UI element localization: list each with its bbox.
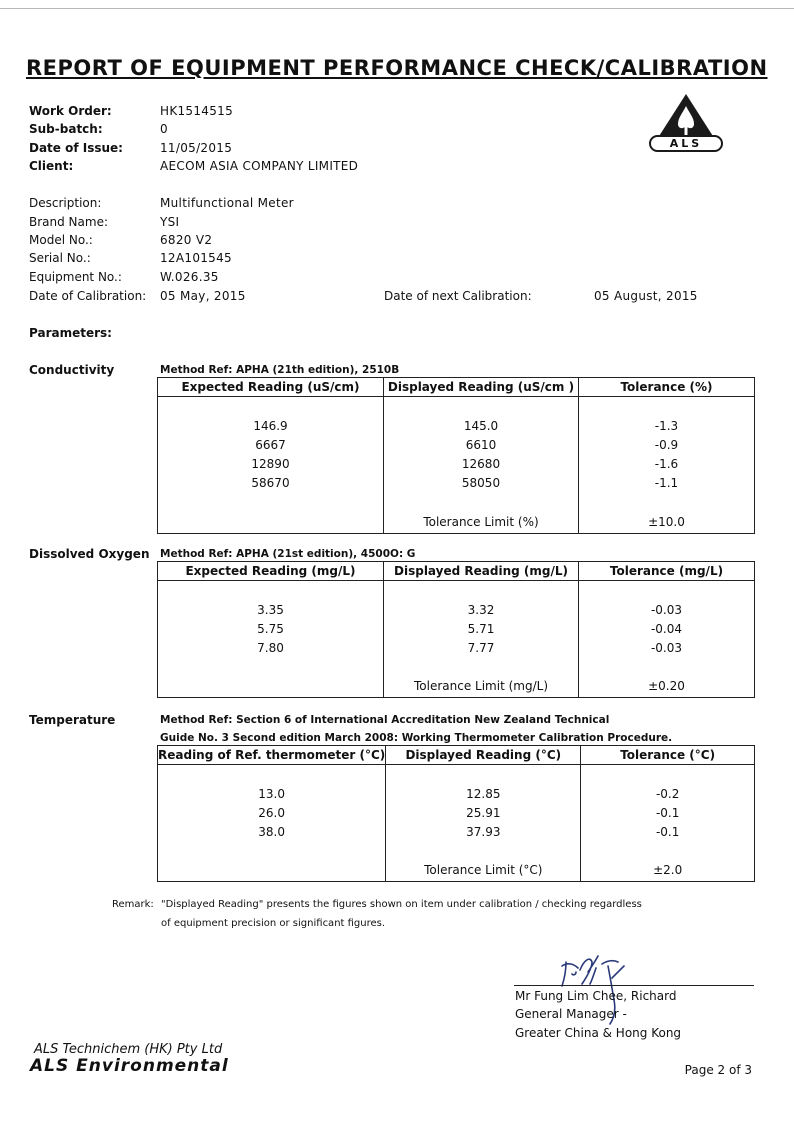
- empty-cell: [158, 863, 386, 882]
- displayed-value: 3.32: [467, 603, 495, 617]
- work-order-value: HK1514515: [160, 104, 234, 118]
- brand-name-label: Brand Name:: [29, 215, 109, 229]
- client-value: AECOM ASIA COMPANY LIMITED: [160, 159, 359, 173]
- footer-brand: ALS Environmental: [30, 1056, 229, 1076]
- tolerance-value: -1.6: [654, 457, 679, 471]
- equipment-no-value: W.026.35: [160, 270, 219, 284]
- displayed-value: 5.71: [467, 622, 495, 636]
- tolerance-value: -0.9: [654, 438, 679, 452]
- tolerance-value: -0.1: [655, 825, 680, 839]
- tolerance-values-cell: [579, 397, 755, 516]
- displayed-value: 37.93: [466, 825, 501, 839]
- tolerance-value: -0.03: [650, 641, 683, 655]
- reference-value: 26.0: [258, 806, 285, 820]
- tolerance-limit-value: ±2.0: [581, 863, 755, 882]
- dissolved-oxygen-method: Method Ref: APHA (21st edition), 4500O: G: [160, 548, 416, 560]
- displayed-value: 12.85: [466, 787, 501, 801]
- reference-values-cell: [158, 765, 386, 864]
- date-of-calibration-label: Date of Calibration:: [29, 289, 147, 303]
- model-no-value: 6820 V2: [160, 233, 213, 247]
- tolerance-values-cell: [581, 765, 755, 864]
- dissolved-oxygen-table: [157, 561, 755, 698]
- equipment-no-label: Equipment No.:: [29, 270, 122, 284]
- tolerance-value: -1.1: [654, 476, 679, 490]
- empty-cell: [158, 515, 384, 534]
- col-header-expected: Expected Reading (mg/L): [158, 562, 384, 581]
- temperature-method-line2: Guide No. 3 Second edition March 2008: Working Thermometer Calibration Procedure.: [160, 732, 673, 744]
- conductivity-heading: Conductivity: [29, 363, 115, 377]
- tolerance-value: -0.1: [655, 806, 680, 820]
- conductivity-table: [157, 377, 755, 534]
- next-calibration-value: 05 August, 2015: [594, 289, 698, 303]
- displayed-value: 6610: [465, 438, 497, 452]
- tolerance-limit-label: Tolerance Limit (°C): [386, 863, 581, 882]
- tolerance-values-cell: [579, 581, 755, 680]
- remark-line2: of equipment precision or significant figures.: [161, 918, 386, 929]
- sub-batch-label: Sub-batch:: [29, 122, 103, 136]
- work-order-label: Work Order:: [29, 104, 112, 118]
- dissolved-oxygen-heading: Dissolved Oxygen: [29, 547, 150, 561]
- expected-value: 3.35: [257, 603, 284, 617]
- temperature-method-line1: Method Ref: Section 6 of International Accreditation New Zealand Technical: [160, 714, 610, 726]
- report-title: REPORT OF EQUIPMENT PERFORMANCE CHECK/CALIBRATION: [26, 56, 768, 80]
- logo-text: ALS: [669, 137, 703, 150]
- brand-name-value: YSI: [160, 215, 180, 229]
- date-of-calibration-value: 05 May, 2015: [160, 289, 246, 303]
- tolerance-limit-value: ±10.0: [579, 515, 755, 534]
- empty-cell: [158, 679, 384, 698]
- signatory-name: Mr Fung Lim Chee, Richard: [515, 989, 677, 1003]
- description-value: Multifunctional Meter: [160, 196, 294, 210]
- serial-no-label: Serial No.:: [29, 251, 91, 265]
- temperature-table: [157, 745, 755, 882]
- tolerance-limit-label: Tolerance Limit (%): [384, 515, 579, 534]
- top-rule: [0, 8, 794, 9]
- displayed-value: 12680: [461, 457, 501, 471]
- tolerance-value: -0.04: [650, 622, 683, 636]
- reference-value: 13.0: [258, 787, 285, 801]
- expected-value: 5.75: [257, 622, 284, 636]
- displayed-values-cell: [384, 397, 579, 516]
- col-header-reference: Reading of Ref. thermometer (°C): [158, 746, 386, 765]
- conductivity-method: Method Ref: APHA (21th edition), 2510B: [160, 364, 400, 376]
- tolerance-limit-label: Tolerance Limit (mg/L): [384, 679, 579, 698]
- remark-line1: "Displayed Reading" presents the figures shown on item under calibration / checking regardless: [161, 899, 642, 910]
- displayed-value: 25.91: [466, 806, 501, 820]
- page-number: Page 2 of 3: [684, 1063, 752, 1077]
- col-header-expected: Expected Reading (uS/cm): [158, 378, 384, 397]
- expected-values-cell: [158, 581, 384, 680]
- signatory-region: Greater China & Hong Kong: [515, 1026, 682, 1040]
- expected-values-cell: [158, 397, 384, 516]
- displayed-values-cell: [384, 581, 579, 680]
- displayed-value: 58050: [461, 476, 501, 490]
- signature-line: [514, 985, 754, 986]
- col-header-tolerance: Tolerance (%): [579, 378, 755, 397]
- als-logo: [648, 92, 724, 154]
- displayed-value: 7.77: [467, 641, 495, 655]
- tolerance-limit-value: ±0.20: [579, 679, 755, 698]
- expected-value: 6667: [255, 438, 286, 452]
- expected-value: 7.80: [257, 641, 284, 655]
- description-label: Description:: [29, 196, 102, 210]
- col-header-tolerance: Tolerance (°C): [581, 746, 755, 765]
- next-calibration-label: Date of next Calibration:: [384, 289, 532, 303]
- signatory-title: General Manager -: [515, 1007, 627, 1021]
- col-header-displayed: Displayed Reading (mg/L): [384, 562, 579, 581]
- expected-value: 58670: [251, 476, 290, 490]
- tolerance-value: -0.2: [655, 787, 680, 801]
- col-header-displayed: Displayed Reading (uS/cm ): [384, 378, 579, 397]
- parameters-heading: Parameters:: [29, 326, 112, 340]
- footer-company: ALS Technichem (HK) Pty Ltd: [34, 1042, 223, 1057]
- col-header-tolerance: Tolerance (mg/L): [579, 562, 755, 581]
- serial-no-value: 12A101545: [160, 251, 232, 265]
- date-of-issue-label: Date of Issue:: [29, 141, 123, 155]
- displayed-values-cell: [386, 765, 581, 864]
- expected-value: 12890: [251, 457, 290, 471]
- tolerance-value: -0.03: [650, 603, 683, 617]
- displayed-value: 145.0: [463, 419, 499, 433]
- tolerance-value: -1.3: [654, 419, 679, 433]
- client-label: Client:: [29, 159, 74, 173]
- sub-batch-value: 0: [160, 122, 168, 136]
- remark-label: Remark:: [112, 899, 154, 910]
- col-header-displayed: Displayed Reading (°C): [386, 746, 581, 765]
- date-of-issue-value: 11/05/2015: [160, 141, 233, 155]
- expected-value: 146.9: [253, 419, 288, 433]
- model-no-label: Model No.:: [29, 233, 93, 247]
- reference-value: 38.0: [258, 825, 285, 839]
- temperature-heading: Temperature: [29, 713, 116, 727]
